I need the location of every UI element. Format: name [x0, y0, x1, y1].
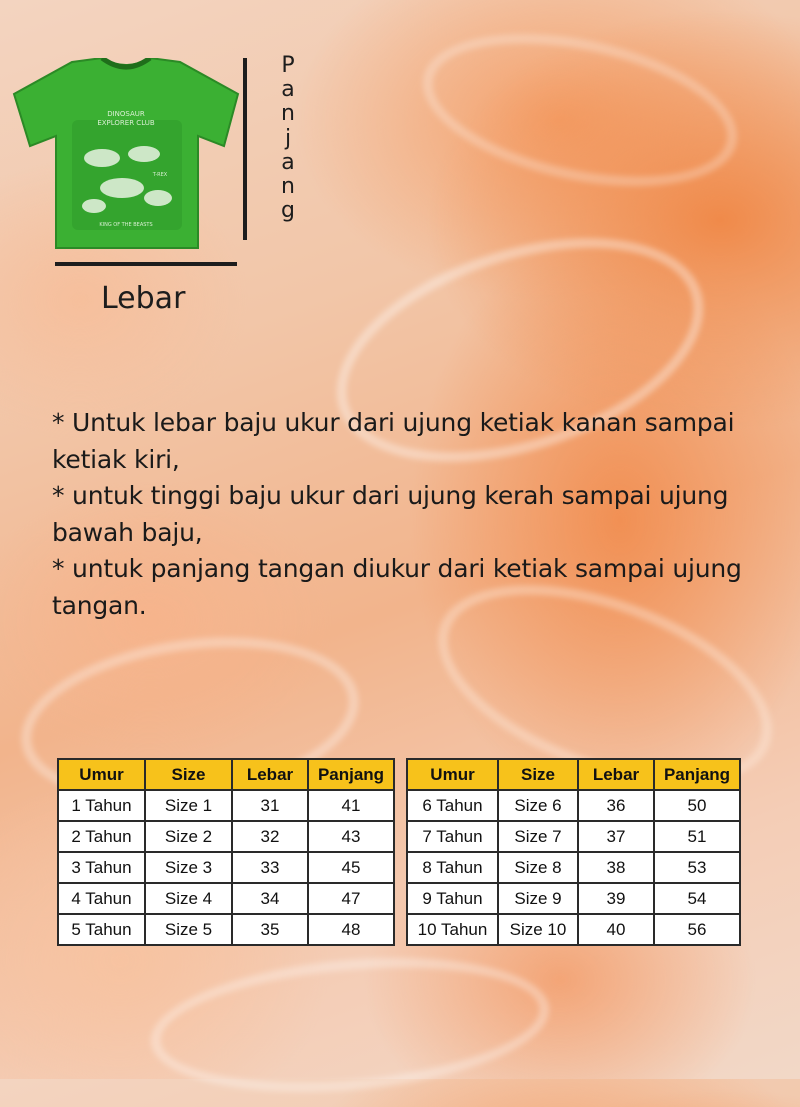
size-table-1: [57, 758, 395, 946]
table-row: [58, 852, 394, 883]
cell-panjang: 53: [654, 852, 740, 883]
shirt-print-line1: DINOSAUR: [107, 110, 145, 118]
header-size: Size: [145, 759, 232, 790]
header-lebar: Lebar: [578, 759, 654, 790]
cell-size: Size 6: [498, 790, 578, 821]
vertical-letter: g: [281, 198, 295, 224]
vertical-letter: a: [281, 149, 295, 175]
table-row: [58, 790, 394, 821]
cell-lebar: 39: [578, 883, 654, 914]
shirt-print-line2: EXPLORER CLUB: [97, 119, 155, 127]
cell-umur: 10 Tahun: [407, 914, 498, 945]
cell-panjang: 50: [654, 790, 740, 821]
marble-swirl: [409, 8, 751, 211]
table-row: [407, 852, 740, 883]
cell-panjang: 56: [654, 914, 740, 945]
size-table-2: [406, 758, 741, 946]
panjang-vertical-label: [276, 54, 300, 223]
cell-panjang: 51: [654, 821, 740, 852]
header-panjang: Panjang: [654, 759, 740, 790]
note-sleeve: * untuk panjang tangan diukur dari ketiak sampai ujung tangan.: [52, 554, 742, 620]
cell-umur: 8 Tahun: [407, 852, 498, 883]
vertical-letter: n: [281, 174, 295, 200]
cell-panjang: 47: [308, 883, 394, 914]
tshirt-graphic: [12, 58, 240, 253]
cell-size: Size 4: [145, 883, 232, 914]
note-width: * Untuk lebar baju ukur dari ujung ketiak kanan sampai ketiak kiri,: [52, 408, 735, 474]
cell-lebar: 33: [232, 852, 308, 883]
header-lebar: Lebar: [232, 759, 308, 790]
cell-size: Size 9: [498, 883, 578, 914]
vertical-letter: n: [281, 101, 295, 127]
measurement-notes: [52, 405, 792, 624]
cell-panjang: 48: [308, 914, 394, 945]
cell-umur: 2 Tahun: [58, 821, 145, 852]
header-panjang: Panjang: [308, 759, 394, 790]
cell-panjang: 41: [308, 790, 394, 821]
cell-panjang: 54: [654, 883, 740, 914]
header-umur: Umur: [58, 759, 145, 790]
note-height: * untuk tinggi baju ukur dari ujung kerah sampai ujung bawah baju,: [52, 481, 729, 547]
cell-size: Size 1: [145, 790, 232, 821]
cell-lebar: 32: [232, 821, 308, 852]
cell-size: Size 10: [498, 914, 578, 945]
table-row: [407, 883, 740, 914]
cell-lebar: 38: [578, 852, 654, 883]
shirt-print-small1: T-REX: [152, 172, 168, 178]
tshirt-image: [12, 58, 240, 253]
cell-size: Size 3: [145, 852, 232, 883]
cell-lebar: 35: [232, 914, 308, 945]
cell-size: Size 8: [498, 852, 578, 883]
table-row: [58, 914, 394, 945]
cell-umur: 7 Tahun: [407, 821, 498, 852]
header-size: Size: [498, 759, 578, 790]
cell-umur: 9 Tahun: [407, 883, 498, 914]
cell-umur: 1 Tahun: [58, 790, 145, 821]
cell-size: Size 2: [145, 821, 232, 852]
vertical-letter: P: [281, 53, 295, 78]
table-header-row: [407, 759, 740, 790]
lebar-label: Lebar: [101, 281, 186, 316]
cell-size: Size 5: [145, 914, 232, 945]
header-umur: Umur: [407, 759, 498, 790]
table-row: [58, 821, 394, 852]
vertical-letter: j: [284, 125, 292, 151]
table-row: [407, 790, 740, 821]
width-measure-line: [55, 262, 237, 266]
cell-umur: 4 Tahun: [58, 883, 145, 914]
cell-umur: 3 Tahun: [58, 852, 145, 883]
table-row: [407, 914, 740, 945]
cell-lebar: 31: [232, 790, 308, 821]
table-row: [58, 883, 394, 914]
table-header-row: [58, 759, 394, 790]
cell-umur: 5 Tahun: [58, 914, 145, 945]
cell-lebar: 36: [578, 790, 654, 821]
cell-lebar: 40: [578, 914, 654, 945]
cell-panjang: 43: [308, 821, 394, 852]
vertical-letter: a: [281, 77, 295, 103]
cell-lebar: 37: [578, 821, 654, 852]
cell-umur: 6 Tahun: [407, 790, 498, 821]
marble-swirl: [145, 943, 555, 1107]
cell-panjang: 45: [308, 852, 394, 883]
length-measure-line: [243, 58, 247, 240]
cell-lebar: 34: [232, 883, 308, 914]
shirt-print-small2: KING OF THE BEASTS: [99, 222, 153, 228]
table-row: [407, 821, 740, 852]
cell-size: Size 7: [498, 821, 578, 852]
